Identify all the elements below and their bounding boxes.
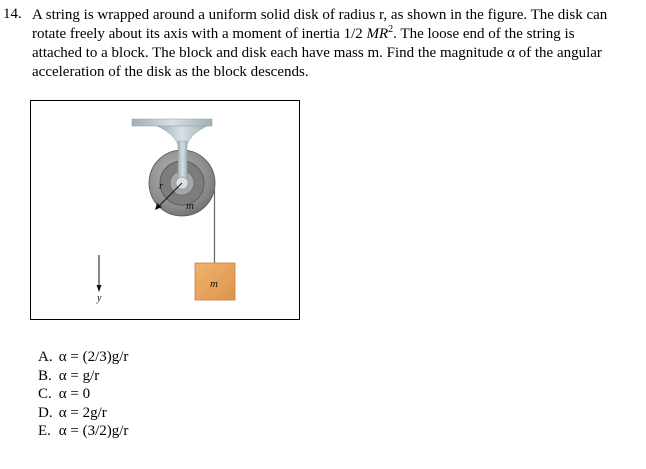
choice-b-letter: B. (38, 367, 52, 384)
question-number: 14. (3, 6, 22, 22)
question-text (32, 6, 632, 82)
block-mass-label: m (210, 278, 218, 290)
choice-e-letter: E. (38, 423, 51, 439)
choice-a[interactable] (38, 348, 128, 367)
choice-d-letter: D. (38, 404, 53, 421)
choice-d[interactable] (38, 404, 128, 423)
choice-b[interactable] (38, 367, 128, 386)
choice-a-text: α = (2/3)g/r (58, 349, 129, 365)
answer-choices (38, 348, 128, 441)
question-line-4: acceleration of the disk as the block descends. (32, 64, 309, 80)
block (195, 263, 235, 300)
choice-e-text: α = (3/2)g/r (58, 423, 129, 439)
choice-a-letter: A. (38, 349, 53, 365)
question-line-2-start: rotate freely about its axis with a moment of inertia 1/2 (32, 26, 367, 42)
radius-label: r (159, 180, 164, 192)
question-line-3: attached to a block. The block and disk each have mass m. Find the magnitude α of the angular (32, 45, 602, 61)
choice-e[interactable] (38, 422, 128, 441)
pulley-figure (30, 100, 300, 320)
choice-c-letter: C. (38, 386, 52, 402)
y-axis-label: y (97, 293, 102, 304)
disk (149, 141, 215, 216)
choice-d-text: α = 2g/r (58, 404, 107, 421)
choice-b-text: α = g/r (58, 367, 100, 384)
choice-c-text: α = 0 (58, 386, 91, 402)
choice-c[interactable] (38, 385, 128, 404)
ceiling-bar (132, 119, 212, 126)
exponent-superscript: 2 (388, 24, 394, 35)
moment-of-inertia-term: MR (366, 26, 389, 42)
question-line-1: A string is wrapped around a uniform solid disk of radius r, as shown in the figure. The disk can (32, 7, 608, 23)
question-line-2 (32, 25, 632, 44)
y-axis-arrow (96, 255, 102, 304)
disk-mass-label: m (186, 200, 194, 212)
y-axis-arrowhead (97, 285, 102, 292)
question-line-2-end: . The loose end of the string is (393, 26, 575, 42)
